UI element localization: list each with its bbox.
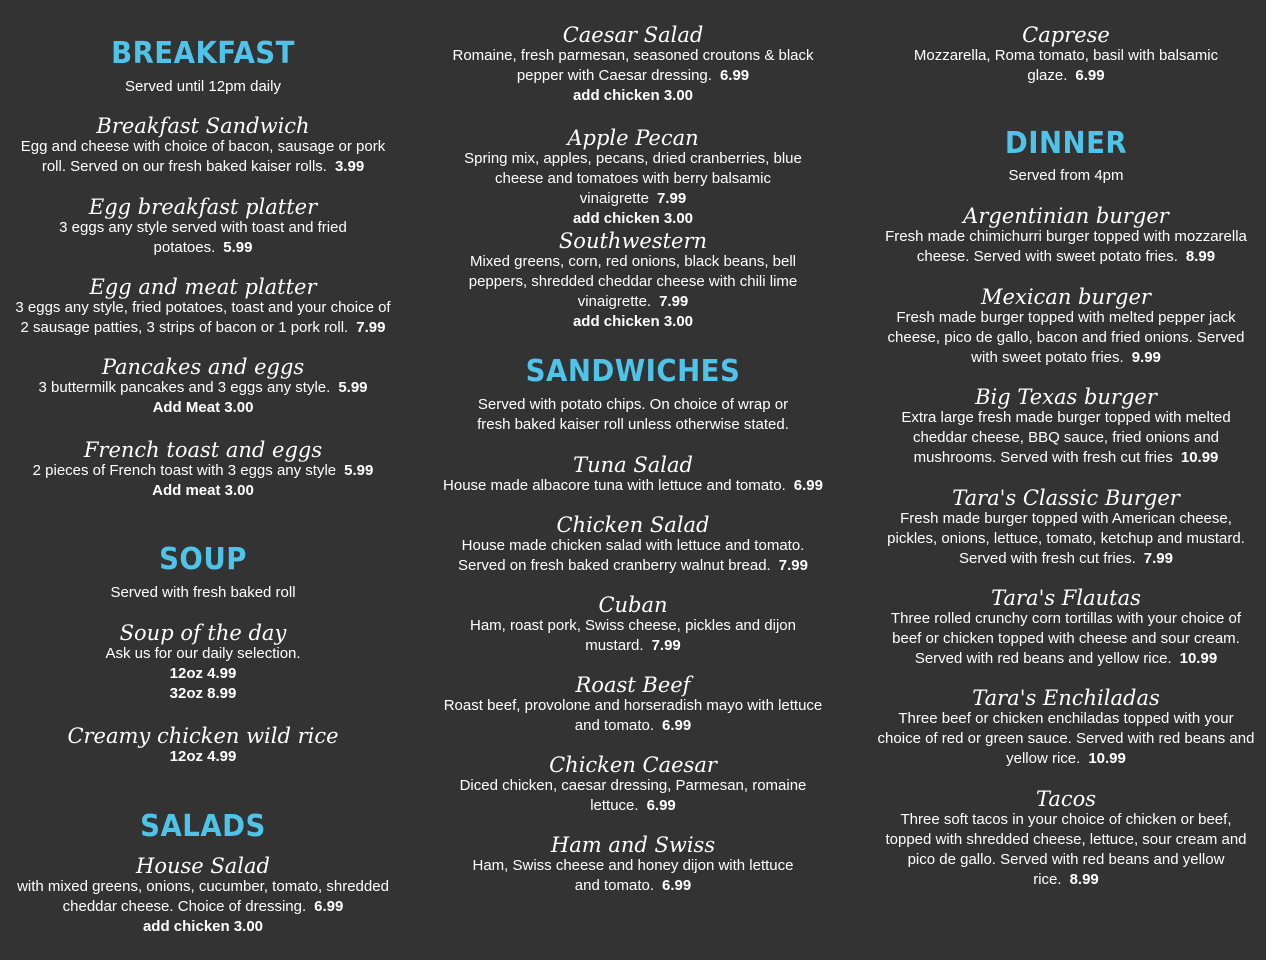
- menu-item: [876, 788, 1256, 890]
- item-description: Extra large fresh made burger topped with melted cheddar cheese, BBQ sauce, fried onions and mushrooms. Served with fresh cut fries 10.99: [901, 409, 1231, 466]
- item-add-on: Add Meat 3.00: [152, 399, 254, 416]
- item-price: 6.99: [662, 877, 692, 894]
- item-name: Mexican burger: [981, 285, 1151, 309]
- item-description: Spring mix, apples, pecans, dried cranberries, blue cheese and tomatoes with berry balsamic vinaigrette 7.99: [464, 150, 802, 207]
- sandwiches-heading: SANDWICHES: [525, 354, 741, 389]
- menu-item: [876, 205, 1256, 267]
- menu-item: [14, 725, 392, 767]
- item-name: Soup of the day: [119, 621, 287, 645]
- item-name: Caesar Salad: [562, 23, 704, 47]
- item-size-price: 12oz 4.99: [169, 665, 237, 682]
- menu-item: [876, 386, 1256, 468]
- menu-item: [14, 439, 392, 501]
- item-name: Cuban: [598, 593, 668, 617]
- soup-note: Served with fresh baked roll: [110, 584, 296, 601]
- item-price: 7.99: [1143, 550, 1173, 567]
- item-size-price: 12oz 4.99: [169, 748, 237, 765]
- item-name: Tacos: [1035, 787, 1097, 811]
- item-name: Egg and meat platter: [89, 275, 317, 299]
- item-name: French toast and eggs: [83, 438, 323, 462]
- sandwiches-note: Served with potato chips. On choice of wrap or fresh baked kaiser roll unless otherwise stated.: [477, 396, 789, 433]
- item-size-price: 32oz 8.99: [169, 685, 237, 702]
- menu-item: [440, 594, 826, 656]
- item-description: Roast beef, provolone and horseradish mayo with lettuce and tomato. 6.99: [443, 697, 823, 734]
- item-name: Pancakes and eggs: [101, 355, 305, 379]
- item-name: Tuna Salad: [573, 453, 693, 477]
- menu-item: [14, 622, 392, 704]
- item-name: House Salad: [136, 854, 270, 878]
- item-description: 2 pieces of French toast with 3 eggs any style 5.99: [32, 462, 374, 479]
- menu-item: [876, 24, 1256, 86]
- item-name: Caprese: [1022, 23, 1110, 47]
- menu-item: [440, 230, 826, 332]
- item-description: Fresh made burger topped with melted pepper jack cheese, pico de gallo, bacon and fried onions. Served with sweet potato fries. 9.99: [887, 309, 1245, 366]
- item-price: 7.99: [659, 293, 689, 310]
- item-name: Tara's Enchiladas: [972, 686, 1160, 710]
- item-description: Ham, Swiss cheese and honey dijon with lettuce and tomato. 6.99: [472, 857, 794, 894]
- item-description: with mixed greens, onions, cucumber, tomato, shredded cheddar cheese. Choice of dressing. 6.99: [17, 878, 389, 915]
- item-name: Breakfast Sandwich: [96, 114, 310, 138]
- menu-item: [440, 454, 826, 496]
- item-name: Apple Pecan: [567, 126, 699, 150]
- item-price: 6.99: [314, 898, 344, 915]
- menu-item: [876, 687, 1256, 769]
- item-add-on: add chicken 3.00: [142, 918, 264, 935]
- item-name: Tara's Flautas: [991, 586, 1141, 610]
- item-name: Big Texas burger: [975, 385, 1157, 409]
- item-description: Mixed greens, corn, red onions, black beans, bell peppers, shredded cheddar cheese with chili lime vinaigrette. 7.99: [468, 253, 798, 310]
- menu-item: [14, 356, 392, 418]
- item-price: 6.99: [719, 67, 750, 84]
- item-description: Diced chicken, caesar dressing, Parmesan, romaine lettuce. 6.99: [459, 777, 807, 814]
- item-price: 7.99: [778, 557, 808, 574]
- item-price: 6.99: [793, 477, 823, 494]
- item-name: Ham and Swiss: [550, 833, 716, 857]
- item-price: 7.99: [651, 637, 681, 654]
- item-description: House made albacore tuna with lettuce and tomato. 6.99: [443, 477, 823, 494]
- menu-item: [14, 115, 392, 177]
- dinner-heading: DINNER: [1004, 126, 1128, 161]
- salads-heading: SALADS: [140, 809, 266, 844]
- menu-item: [440, 754, 826, 816]
- item-name: Tara's Classic Burger: [952, 486, 1180, 510]
- dinner-note: Served from 4pm: [1008, 167, 1124, 184]
- item-price: 8.99: [1185, 248, 1216, 265]
- menu-item: [460, 834, 806, 896]
- menu-item: [14, 276, 392, 338]
- item-price: 5.99: [223, 239, 253, 256]
- item-price: 5.99: [338, 379, 368, 396]
- item-price: 7.99: [657, 190, 687, 207]
- item-description: 3 eggs any style served with toast and fried potatoes. 5.99: [59, 219, 347, 256]
- item-price: 9.99: [1131, 349, 1161, 366]
- item-price: 3.99: [334, 158, 365, 175]
- item-description: Mozzarella, Roma tomato, basil with balsamic glaze. 6.99: [913, 47, 1219, 84]
- item-add-on: Add meat 3.00: [152, 482, 254, 499]
- item-price: 6.99: [1075, 67, 1105, 84]
- item-description: 3 buttermilk pancakes and 3 eggs any style. 5.99: [38, 379, 368, 396]
- item-description: Ham, roast pork, Swiss cheese, pickles and dijon mustard. 7.99: [470, 617, 796, 654]
- menu-item: [876, 587, 1256, 669]
- menu-item: [14, 855, 392, 937]
- item-name: Chicken Salad: [556, 513, 710, 537]
- item-description: Three rolled crunchy corn tortillas with your choice of beef or chicken topped with cheese and sour cream. Served with red beans and yellow rice. 10.99: [890, 610, 1242, 667]
- item-name: Argentinian burger: [963, 204, 1169, 228]
- menu-item: [876, 286, 1256, 368]
- item-description: Three soft tacos in your choice of chicken or beef, topped with shredded cheese, lettuce, sour cream and pico de gallo. Served with red beans and yellow rice. 8.99: [885, 811, 1247, 888]
- menu-item: [440, 127, 826, 229]
- item-description: Ask us for our daily selection.: [105, 645, 301, 662]
- item-add-on: add chicken 3.00: [572, 210, 694, 227]
- menu-item: [440, 514, 826, 576]
- menu-item: [14, 196, 392, 258]
- menu-item: [876, 487, 1256, 569]
- breakfast-note: Served until 12pm daily: [125, 78, 281, 95]
- item-price: 10.99: [1088, 750, 1126, 767]
- item-name: Southwestern: [558, 229, 708, 253]
- item-description: House made chicken salad with lettuce and tomato. Served on fresh baked cranberry walnut bread. 7.99: [458, 537, 808, 574]
- item-description: 3 eggs any style, fried potatoes, toast and your choice of 2 sausage patties, 3 strips of bacon or 1 pork roll. 7.99: [15, 299, 391, 336]
- item-price: 10.99: [1179, 650, 1218, 667]
- item-description: Fresh made chimichurri burger topped with mozzarella cheese. Served with sweet potato fries. 8.99: [885, 228, 1247, 265]
- item-price: 10.99: [1180, 449, 1219, 466]
- item-name: Roast Beef: [575, 673, 691, 697]
- item-add-on: add chicken 3.00: [572, 313, 694, 330]
- item-description: Three beef or chicken enchiladas topped with your choice of red or green sauce. Served with red beans and yellow rice. 10.99: [877, 710, 1255, 767]
- breakfast-heading: BREAKFAST: [111, 36, 295, 71]
- soup-heading: SOUP: [159, 542, 247, 577]
- item-name: Creamy chicken wild rice: [67, 724, 339, 748]
- menu-item: [440, 24, 826, 106]
- item-description: Fresh made burger topped with American cheese, pickles, onions, lettuce, tomato, ketchup and mustard. Served with fresh cut fries. 7.99: [887, 510, 1245, 567]
- item-add-on: add chicken 3.00: [572, 87, 694, 104]
- item-name: Egg breakfast platter: [88, 195, 318, 219]
- item-price: 6.99: [646, 797, 676, 814]
- item-description: Egg and cheese with choice of bacon, sausage or pork roll. Served on our fresh baked kaiser rolls. 3.99: [20, 138, 386, 175]
- item-price: 5.99: [344, 462, 374, 479]
- item-price: 8.99: [1069, 871, 1099, 888]
- item-description: Romaine, fresh parmesan, seasoned croutons & black pepper with Caesar dressing. 6.99: [452, 47, 814, 84]
- item-name: Chicken Caesar: [549, 753, 717, 777]
- item-price: 7.99: [356, 319, 386, 336]
- menu-item: [440, 674, 826, 736]
- item-price: 6.99: [662, 717, 692, 734]
